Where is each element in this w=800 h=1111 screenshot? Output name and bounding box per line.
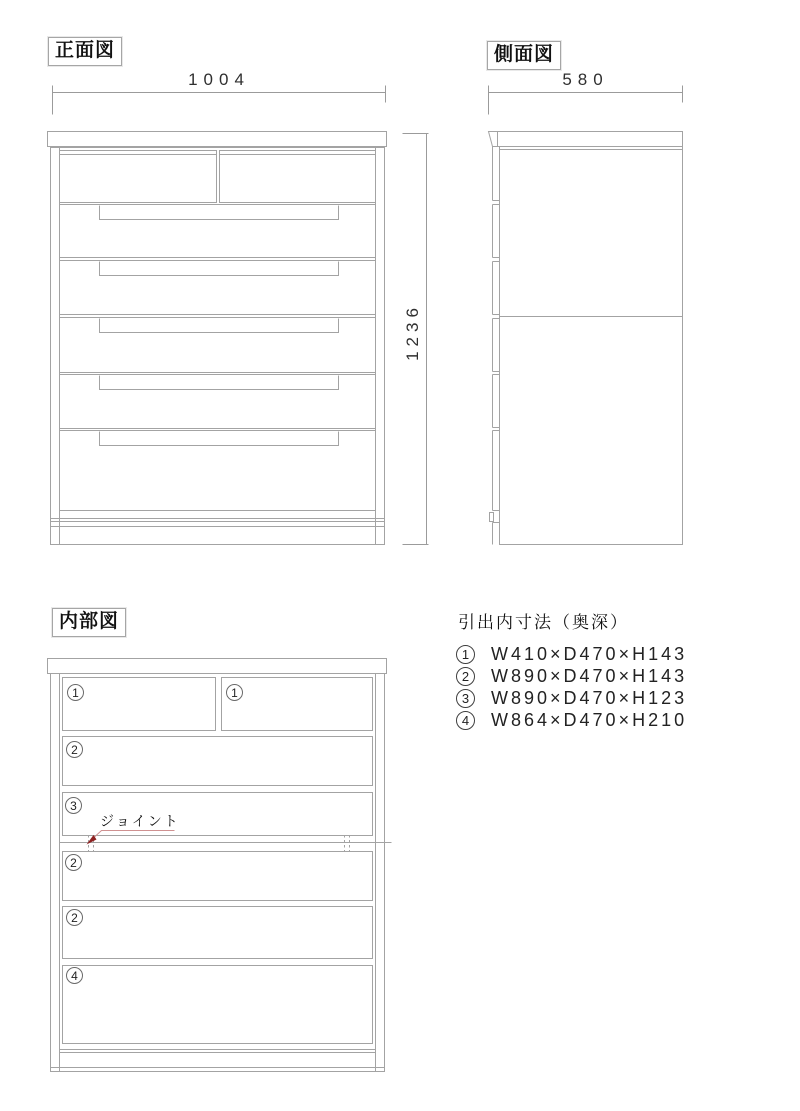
drawer-number-badge: 2 — [66, 741, 83, 758]
side-view-label: 側面図 — [487, 41, 561, 70]
drawer-number-badge: 1 — [226, 684, 243, 701]
spec-item — [456, 687, 687, 709]
side-width-dimension: 580 — [562, 70, 609, 89]
drawer-spec-list — [456, 608, 687, 731]
spec-item-dimensions: W890×D470×H123 — [491, 687, 688, 708]
spec-item — [456, 665, 687, 687]
front-view-label: 正面図 — [48, 37, 122, 66]
drawer-number-badge: 1 — [67, 684, 84, 701]
spec-item — [456, 709, 687, 731]
side-view-drawing — [489, 132, 683, 545]
spec-item-number: 3 — [456, 689, 475, 708]
spec-item — [456, 643, 687, 665]
spec-item-number: 4 — [456, 711, 475, 730]
internal-view-drawing — [48, 659, 392, 1072]
spec-item-number: 2 — [456, 667, 475, 686]
drawer-number-badge: 4 — [66, 967, 83, 984]
drawer-number-badge: 3 — [65, 797, 82, 814]
drawer-number-badge: 2 — [65, 854, 82, 871]
spec-item-dimensions: W864×D470×H210 — [491, 709, 688, 730]
spec-item-dimensions: W410×D470×H143 — [491, 643, 688, 664]
joint-annotation: ジョイント — [100, 813, 180, 829]
spec-item-dimensions: W890×D470×H143 — [491, 665, 688, 686]
internal-view-label: 内部図 — [52, 608, 126, 637]
joint-leader-line — [89, 831, 175, 843]
specs-title: 引出内寸法（奥深） — [458, 613, 629, 632]
drawer-number-badge: 2 — [66, 909, 83, 926]
front-view-drawing — [48, 132, 387, 545]
front-width-dimension: 1004 — [188, 70, 250, 89]
front-height-dimension: 1236 — [403, 303, 422, 361]
spec-item-number: 1 — [456, 645, 475, 664]
